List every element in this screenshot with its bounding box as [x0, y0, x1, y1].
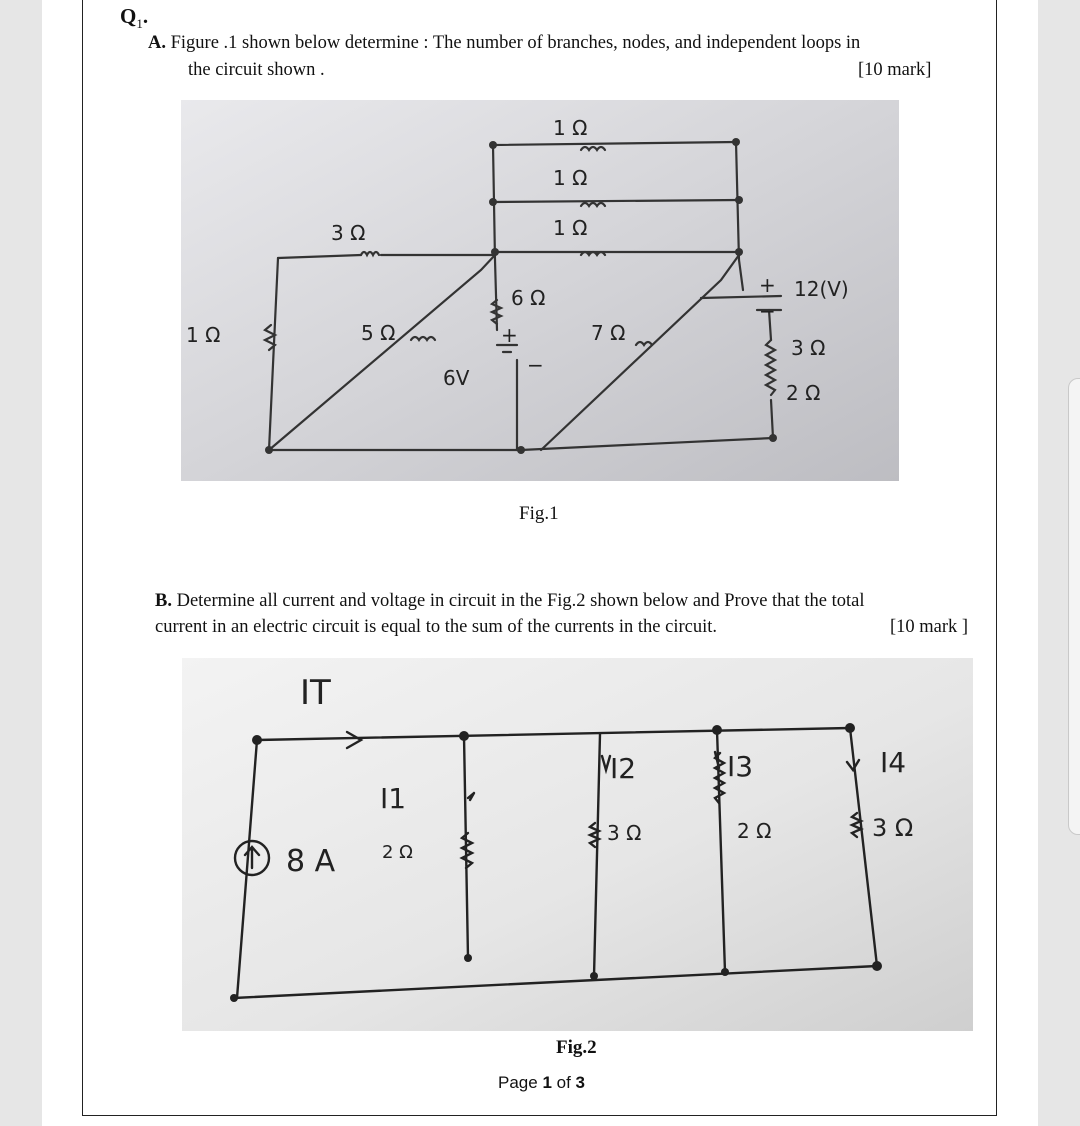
label-3ohm-right: 3 Ω: [791, 336, 826, 360]
label-plus-6v: +: [501, 323, 518, 347]
label-i2: I2: [610, 752, 637, 785]
label-5ohm: 5 Ω: [361, 321, 396, 345]
part-b-mark: [10 mark ]: [890, 617, 969, 637]
part-b-line2: current in an electric circuit is equal to the sum of the currents in the circuit.: [155, 617, 717, 637]
label-plus-12v: +: [759, 273, 776, 297]
label-12v: 12(V): [794, 277, 849, 301]
part-a-line1: A. Figure .1 shown below determine : The number of branches, nodes, and independent loops in: [148, 33, 861, 53]
label-i3: I3: [727, 750, 754, 783]
figure-2-caption: Fig.2: [556, 1037, 597, 1058]
circuit-diagram-1: [181, 100, 899, 481]
label-minus-12v: −: [759, 299, 776, 323]
label-3ohm-a: 3 Ω: [607, 821, 642, 845]
side-panel-tab[interactable]: [1068, 378, 1080, 835]
circuit-diagram-2: [182, 658, 973, 1031]
label-3ohm: 3 Ω: [331, 221, 366, 245]
label-6v: 6V: [443, 366, 470, 390]
label-i1: I1: [380, 782, 407, 815]
figure-1-photo: [181, 100, 899, 481]
label-8a: 8 A: [286, 844, 336, 879]
figure-1-caption: Fig.1: [519, 503, 559, 524]
label-i4: I4: [880, 746, 907, 779]
label-minus-6v: −: [527, 353, 544, 377]
label-top3: 1 Ω: [553, 216, 588, 240]
label-3ohm-b: 3 Ω: [872, 814, 914, 842]
label-it: IT: [300, 673, 331, 713]
label-6ohm: 6 Ω: [511, 286, 546, 310]
label-top1: 1 Ω: [553, 116, 588, 140]
question-number: $Q_1$.: [120, 4, 149, 32]
label-2ohm-a: 2 Ω: [382, 842, 413, 863]
label-2ohm-b: 2 Ω: [737, 819, 772, 843]
part-b-letter: B.: [155, 591, 172, 611]
part-a-letter: A.: [148, 33, 166, 53]
label-top2: 1 Ω: [553, 166, 588, 190]
page-number: Page 1 of 3: [498, 1073, 585, 1092]
label-1ohm-left: 1 Ω: [186, 323, 221, 347]
part-a-line2: the circuit shown .: [188, 60, 325, 80]
part-b-line1: B. Determine all current and voltage in circuit in the Fig.2 shown below and Prove that the total: [155, 591, 865, 611]
label-2ohm: 2 Ω: [786, 381, 821, 405]
part-a-mark: [10 mark]: [858, 60, 932, 80]
label-7ohm: 7 Ω: [591, 321, 626, 345]
figure-2-photo: [182, 658, 973, 1031]
